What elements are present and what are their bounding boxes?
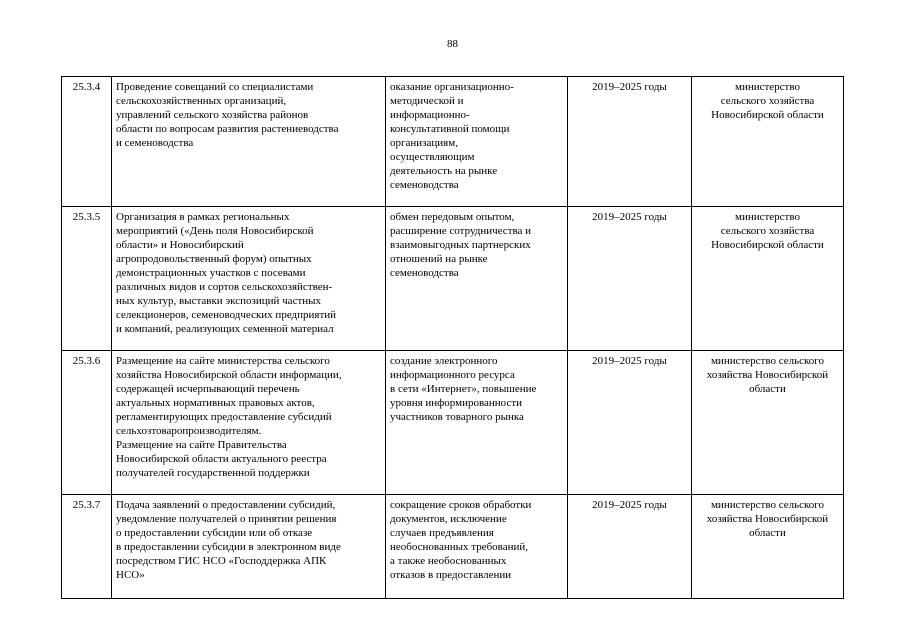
measure-activity-line: сельхозтоваропроизводителям. bbox=[116, 425, 262, 437]
measure-activity-line: получателей государственной поддержки bbox=[116, 467, 310, 479]
measure-responsible bbox=[692, 351, 844, 495]
measure-activity-line: актуальных нормативных правовых актов, bbox=[116, 397, 315, 409]
table-row bbox=[62, 351, 844, 495]
measure-result-line: участников товарного рынка bbox=[390, 411, 524, 423]
measure-result-line: расширение сотрудничества и bbox=[390, 225, 532, 237]
measure-activity-line: уведомление получателей о принятии решения bbox=[116, 513, 337, 525]
measure-activity-line: сельскохозяйственных организаций, bbox=[116, 95, 287, 107]
measure-result-line: необоснованных требований, bbox=[390, 541, 529, 553]
measure-result-line: уровня информированности bbox=[390, 397, 523, 409]
measure-activity bbox=[112, 351, 386, 495]
measure-result bbox=[386, 77, 568, 207]
measure-period: 2019–2025 годы bbox=[568, 207, 692, 351]
measure-activity-line: Новосибирской области актуального реестра bbox=[116, 453, 327, 465]
measure-result-line: консультативной помощи bbox=[390, 123, 510, 135]
measure-activity-line: и компаний, реализующих семенной материал bbox=[116, 323, 334, 335]
measure-period: 2019–2025 годы bbox=[568, 77, 692, 207]
measure-result-line: семеноводства bbox=[390, 267, 459, 279]
measure-responsible bbox=[692, 77, 844, 207]
measure-responsible-line: хозяйства Новосибирской bbox=[706, 513, 829, 525]
measure-activity bbox=[112, 77, 386, 207]
measure-result bbox=[386, 495, 568, 599]
measure-result-line: информационно- bbox=[390, 109, 470, 121]
measure-number: 25.3.6 bbox=[62, 351, 112, 495]
measure-result-line: случаев предъявления bbox=[390, 527, 494, 539]
measure-result-line: а также необоснованных bbox=[390, 555, 507, 567]
measure-activity-line: Размещение на сайте Правительства bbox=[116, 439, 287, 451]
measure-activity-line: Проведение совещаний со специалистами bbox=[116, 81, 314, 93]
measure-activity-line: демонстрационных участков с посевами bbox=[116, 267, 306, 279]
measure-result bbox=[386, 207, 568, 351]
measure-activity-line: мероприятий («День поля Новосибирской bbox=[116, 225, 314, 237]
measure-result bbox=[386, 351, 568, 495]
table-row bbox=[62, 207, 844, 351]
measure-period: 2019–2025 годы bbox=[568, 495, 692, 599]
measure-activity-line: Организация в рамках региональных bbox=[116, 211, 290, 223]
measure-responsible bbox=[692, 207, 844, 351]
measure-activity-line: Размещение на сайте министерства сельского bbox=[116, 355, 330, 367]
measure-responsible-line: Новосибирской области bbox=[711, 239, 824, 251]
measure-result-line: документов, исключение bbox=[390, 513, 507, 525]
measure-activity bbox=[112, 207, 386, 351]
measure-activity-line: хозяйства Новосибирской области информации, bbox=[116, 369, 342, 381]
measure-responsible-line: министерство bbox=[734, 211, 800, 223]
page-number: 88 bbox=[447, 38, 458, 50]
measure-responsible-line: области bbox=[749, 527, 786, 539]
measure-result-line: организациям, bbox=[390, 137, 458, 149]
measure-activity-line: и семеноводства bbox=[116, 137, 194, 149]
measure-result-line: оказание организационно- bbox=[390, 81, 514, 93]
measure-result-line: взаимовыгодных партнерских bbox=[390, 239, 531, 251]
measure-responsible-line: сельского хозяйства bbox=[720, 225, 815, 237]
measure-number: 25.3.4 bbox=[62, 77, 112, 207]
measure-result-line: отказов в предоставлении bbox=[390, 569, 512, 581]
measure-result-line: методической и bbox=[390, 95, 464, 107]
measure-result-line: обмен передовым опытом, bbox=[390, 211, 515, 223]
table-row bbox=[62, 495, 844, 599]
measure-responsible-line: министерство bbox=[734, 81, 800, 93]
measure-activity-line: регламентирующих предоставление субсидий bbox=[116, 411, 332, 423]
measure-result-line: семеноводства bbox=[390, 179, 459, 191]
measure-responsible-line: сельского хозяйства bbox=[720, 95, 815, 107]
measure-activity-line: агропродовольственный форум) опытных bbox=[116, 253, 312, 265]
measure-result-line: деятельность на рынке bbox=[390, 165, 498, 177]
measure-activity-line: содержащей исчерпывающий перечень bbox=[116, 383, 300, 395]
measure-responsible-line: министерство сельского bbox=[710, 499, 825, 511]
measures-table bbox=[61, 76, 844, 599]
measure-responsible-line: Новосибирской области bbox=[711, 109, 824, 121]
measure-activity-line: различных видов и сортов сельскохозяйствен- bbox=[116, 281, 333, 293]
measure-result-line: осуществляющим bbox=[390, 151, 475, 163]
measure-result-line: отношений на рынке bbox=[390, 253, 488, 265]
measure-number: 25.3.5 bbox=[62, 207, 112, 351]
table-row bbox=[62, 77, 844, 207]
measure-activity-line: области по вопросам развития растениеводства bbox=[116, 123, 339, 135]
measure-activity-line: ных культур, выставки экспозиций частных bbox=[116, 295, 322, 307]
measure-result-line: в сети «Интернет», повышение bbox=[390, 383, 537, 395]
measure-activity-line: посредством ГИС НСО «Господдержка АПК bbox=[116, 555, 327, 567]
measure-activity-line: о предоставлении субсидии или об отказе bbox=[116, 527, 313, 539]
measure-number: 25.3.7 bbox=[62, 495, 112, 599]
measure-responsible-line: министерство сельского bbox=[710, 355, 825, 367]
measure-responsible-line: хозяйства Новосибирской bbox=[706, 369, 829, 381]
measure-activity bbox=[112, 495, 386, 599]
measure-activity-line: селекционеров, семеноводческих предприятий bbox=[116, 309, 337, 321]
measure-result-line: создание электронного bbox=[390, 355, 498, 367]
measure-activity-line: Подача заявлений о предоставлении субсидий, bbox=[116, 499, 336, 511]
measure-activity-line: области» и Новосибирский bbox=[116, 239, 244, 251]
measure-activity-line: НСО» bbox=[116, 569, 145, 581]
measure-responsible-line: области bbox=[749, 383, 786, 395]
measure-activity-line: в предоставлении субсидии в электронном виде bbox=[116, 541, 341, 553]
measure-responsible bbox=[692, 495, 844, 599]
measure-result-line: информационного ресурса bbox=[390, 369, 515, 381]
measure-activity-line: управлений сельского хозяйства районов bbox=[116, 109, 309, 121]
measure-period: 2019–2025 годы bbox=[568, 351, 692, 495]
measure-result-line: сокращение сроков обработки bbox=[390, 499, 532, 511]
